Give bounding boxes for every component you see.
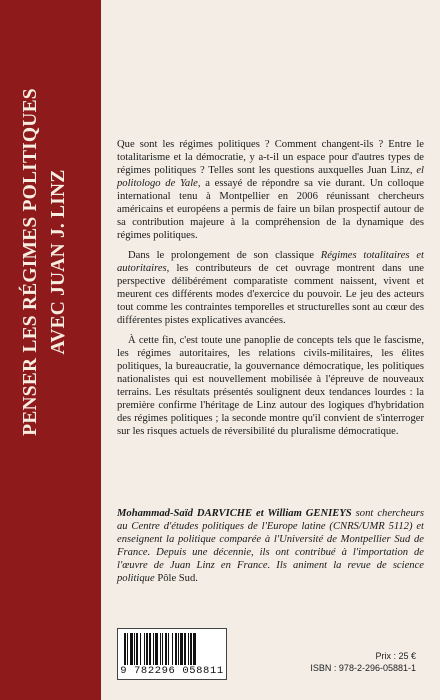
spine-title xyxy=(17,88,73,436)
blurb-paragraph-2: Dans le prolongement de son classique Régimes totalitaires et autoritaires, les contributeurs de cet ouvrage montrent dans une perspective délibérément comparatiste comment naissent, vivent et meurent ces différents modes d'exercice du pouvoir. Le jeu des acteurs tout comme les contraintes temporelles et structurelles sont au cœur des différentes pistes explicatives avancées. xyxy=(117,250,424,326)
barcode-digits: 9 782296 058811 xyxy=(120,665,224,677)
spine-title-line2: AVEC JUAN J. LINZ xyxy=(48,169,69,355)
price-block xyxy=(310,650,416,674)
author-bio: Mohammad-Saïd DARVICHE et William GENIEYS sont chercheurs au Centre d'études politiques de l'Europe latine (CNRS/UMR 5112) et enseignent la politique comparée à l'Université de Montpellier Sud de France. Depuis une décennie, ils ont contribué à l'importation de l'œuvre de Juan Linz en France. Ils animent la revue de science politique Pôle Sud. xyxy=(117,508,424,584)
blurb-paragraph-3: À cette fin, c'est toute une panoplie de concepts tels que le fascisme, les régimes autoritaires, les relations civils-militaires, les élites politiques, la bureaucratie, la gouvernance démocratique, les politiques nationalistes qui est nouvellement mobilisée à l'épreuve de nouveaux terrains. Les résultats présentés soulignent deux tendances lourdes : la première confirme l'héritage de Linz autour des logiques d'hybridation des régimes politiques ; la seconde montre qu'il convient de s'interroger sur les risques actuels de réversibilité du pluralisme démocratique. xyxy=(117,335,424,437)
book-spine xyxy=(0,0,90,700)
spine-title-line1: PENSER LES RÉGIMES POLITIQUES xyxy=(20,88,41,436)
isbn-label: ISBN : 978-2-296-05881-1 xyxy=(310,663,416,673)
isbn-barcode xyxy=(117,628,227,680)
barcode-bars xyxy=(124,633,220,665)
back-cover-blurb xyxy=(117,138,424,445)
price-label: Prix : 25 € xyxy=(375,651,416,661)
blurb-paragraph-1: Que sont les régimes politiques ? Comment changent-ils ? Entre le totalitarisme et la démocratie, y a-t-il un espace pour d'autres types de régimes politiques ? Telles sont les questions auxquelles Juan Linz, el politologo de Yale, a essayé de répondre sa vie durant. Un colloque international tenu à Montpellier en 2006 réunissant chercheurs américains et européens a permis de faire un bilan prospectif autour de sa contribution majeure à la compréhension de la dynamique des régimes politiques. xyxy=(117,139,424,241)
author-names: Mohammad-Saïd DARVICHE et William GENIEYS xyxy=(117,508,352,519)
